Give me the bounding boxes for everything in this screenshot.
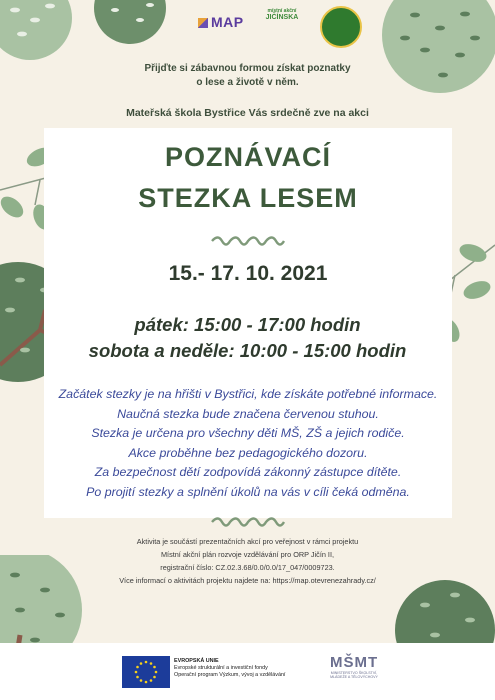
event-title-line2: STEZKA LESEM: [138, 183, 358, 213]
info-line: Stezka je určena pro všechny děti MŠ, ZŠ a jejich rodiče.: [91, 426, 405, 440]
event-info: [44, 385, 452, 502]
info-line: Naučná stezka bude značena červenou stuhou.: [117, 406, 379, 421]
info-line: Začátek stezky je na hřišti v Bystřici, kde získáte potřebné informace.: [58, 387, 438, 401]
intro-text: Přijďte si zábavnou formou získat poznatky o lese a životě v něm.: [144, 63, 351, 88]
schedule-weekday: pátek: 15:00 - 17:00 hodin: [134, 314, 361, 335]
squiggle-divider: [208, 234, 288, 248]
forest-round-logo: [320, 6, 362, 48]
eu-funding-text: EVROPSKÁ UNIE Evropské strukturální a investiční fondy Operační program Výzkum, vývoj a vzdělávání: [174, 658, 286, 679]
info-line: Po projití stezky a splnění úkolů na vás v cíli čeká odměna.: [86, 484, 410, 499]
event-title-line1: POZNÁVACÍ: [164, 142, 331, 172]
msmt-logo: MŠMT MINISTERSTVO ŠKOLSTVÍ, MLÁDEŽE A TĚLOVÝCHOVY: [330, 654, 379, 680]
event-dates: 15.- 17. 10. 2021: [168, 262, 328, 285]
project-footnote: Aktivita je součástí prezentačních akcí pro veřejnost v rámci projektu Místní akční plán rozvoje vzdělávání pro ORP Jičín II, registrační číslo: CZ.02.3.68/0.0/0.0/17_047/0009723. Více informací o aktivitách projektu najdete na: https://map.otevrenezahrady.cz/: [119, 537, 376, 585]
info-line: Za bezpečnost dětí zodpovídá zákonný zástupce dítěte.: [94, 465, 402, 479]
eu-flag-icon: [122, 656, 170, 688]
jicinska-logo: místní akční JIČÍNSKA: [265, 8, 299, 21]
map-logo: MAP: [198, 14, 244, 30]
squiggle-divider: [208, 515, 288, 529]
partner-logos: [190, 6, 370, 48]
invitation-line: Mateřská škola Bystřice Vás srdečně zve na akci: [126, 107, 369, 119]
tree-top-left-decoration: [0, 0, 200, 70]
schedule-weekend: sobota a neděle: 10:00 - 15:00 hodin: [88, 340, 407, 361]
info-line: Akce proběhne bez pedagogického dozoru.: [128, 445, 368, 460]
